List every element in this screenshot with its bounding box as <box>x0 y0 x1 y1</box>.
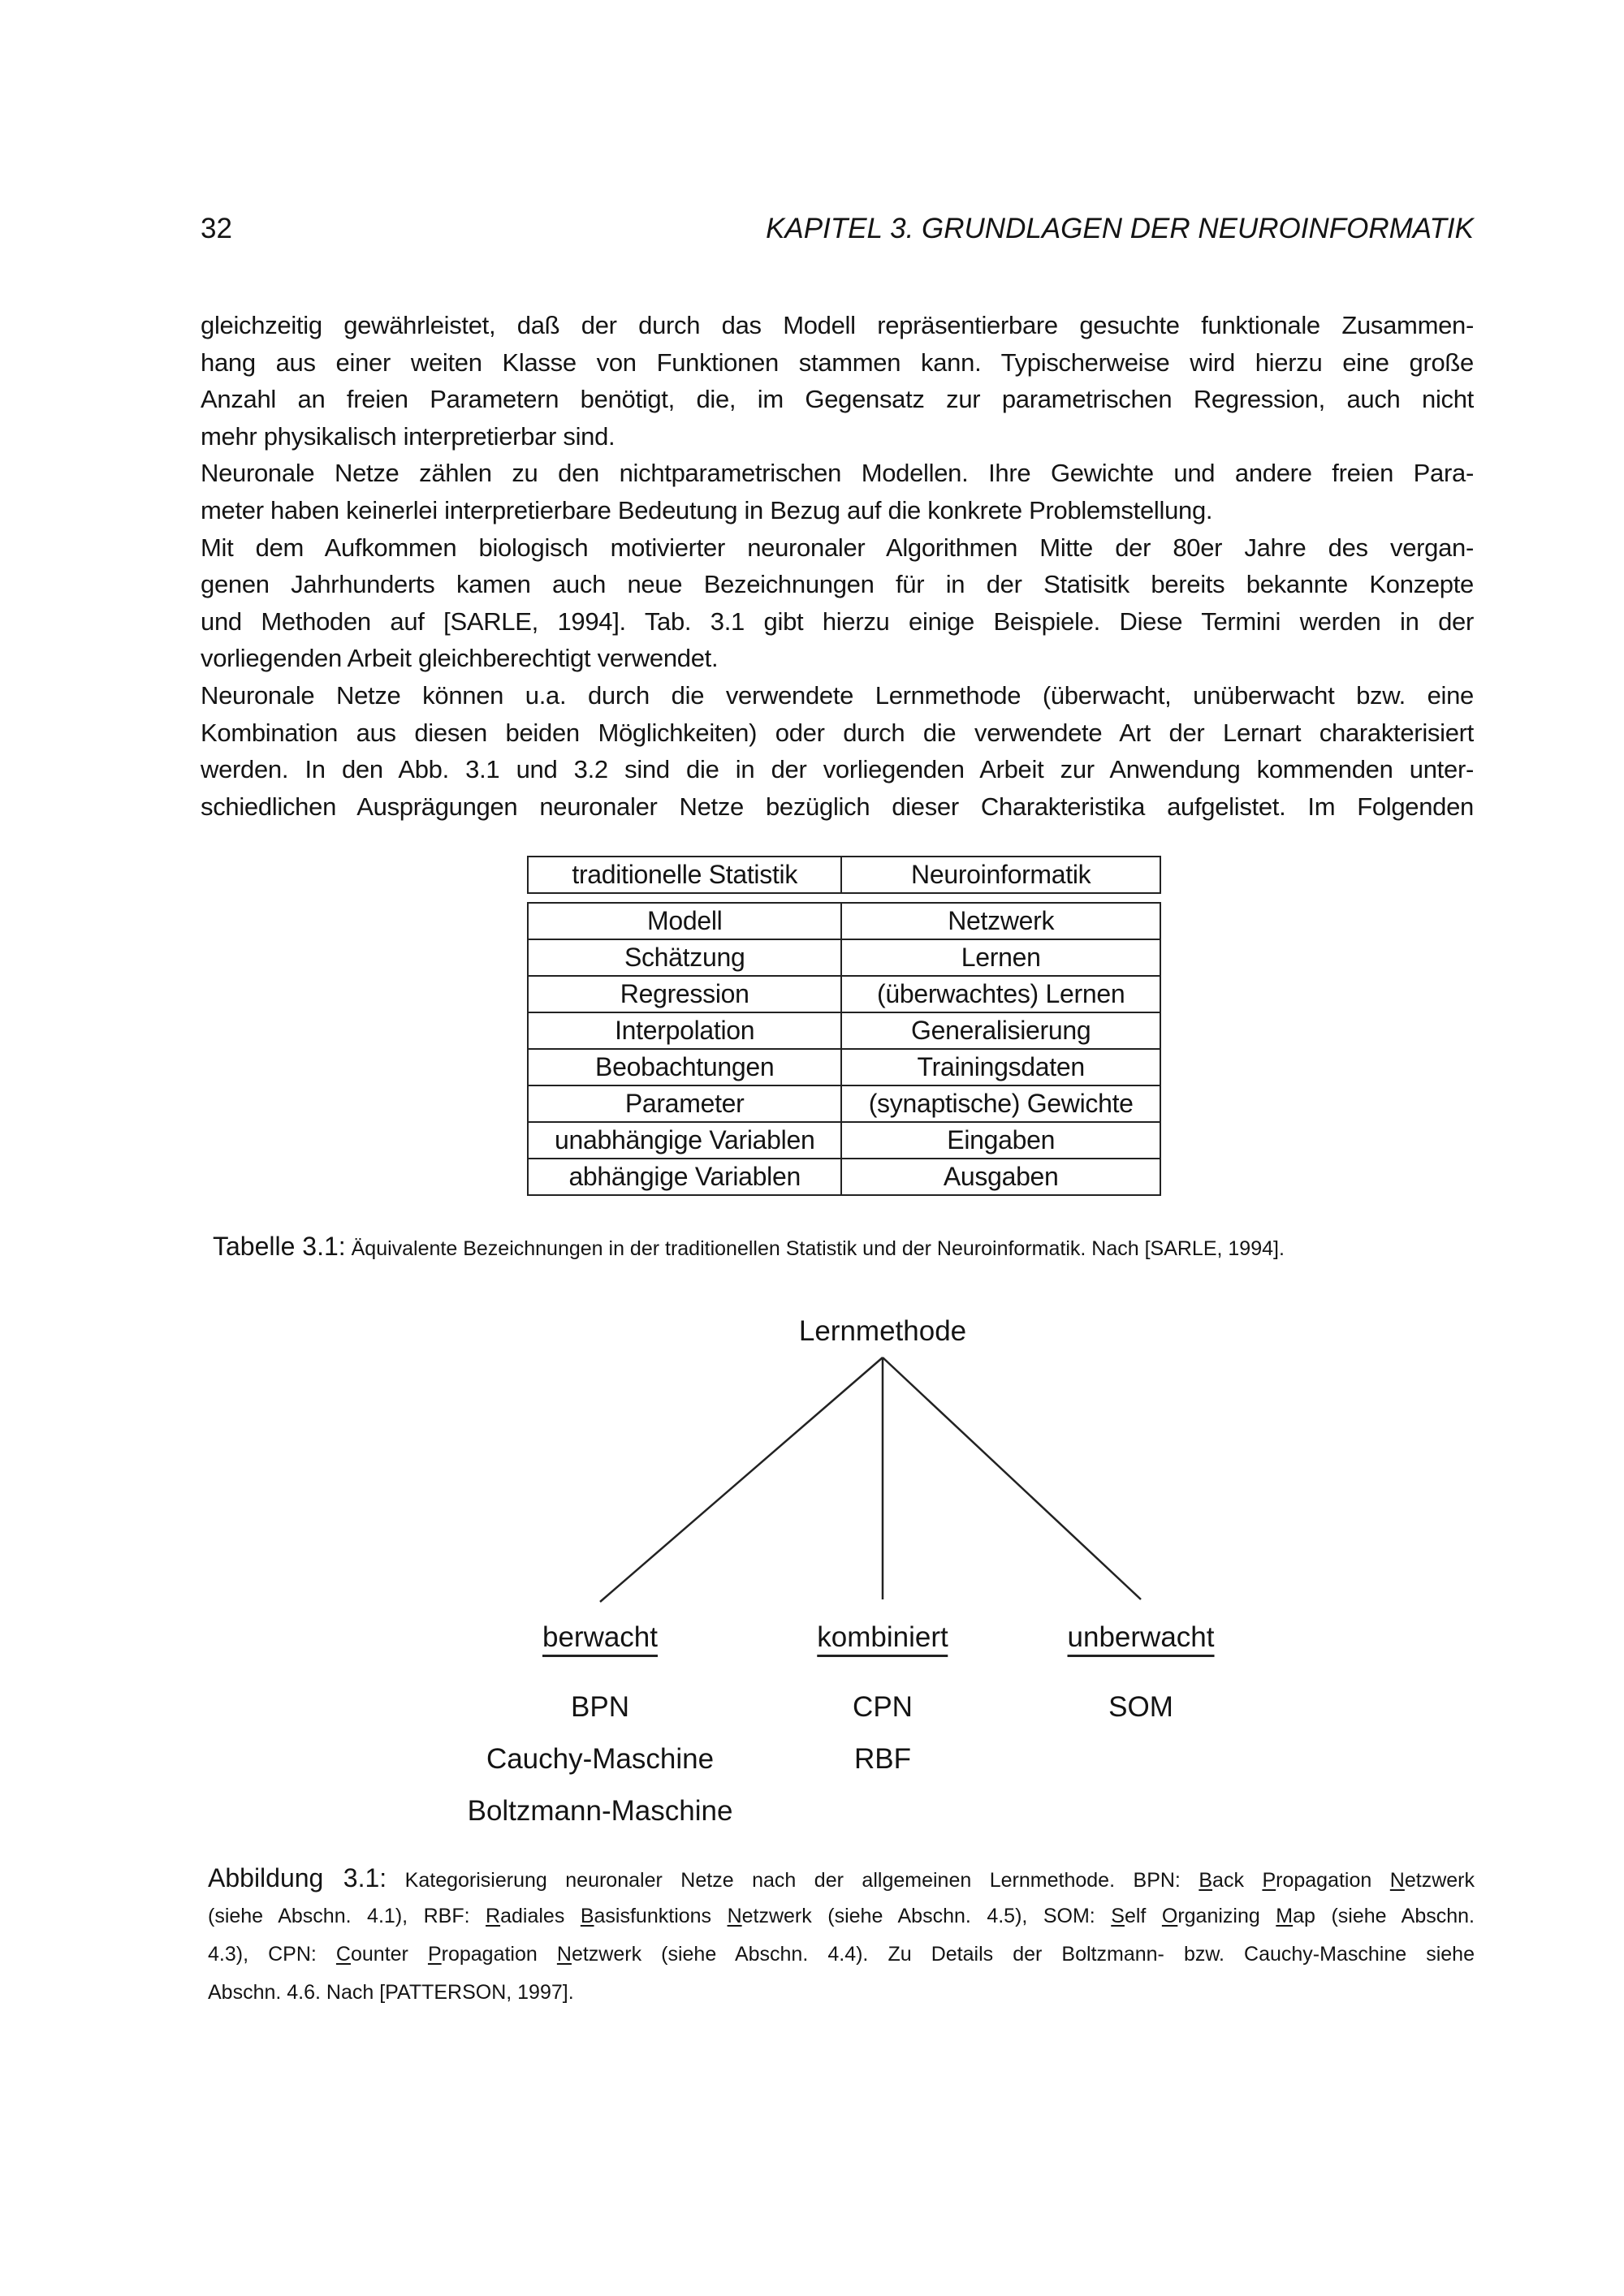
caption-text: asisfunktions <box>594 1905 728 1927</box>
caption-text: Abschn. 4.6. Nach [PATTERSON, 1997]. <box>208 1981 574 2004</box>
text-line: Anzahl an freien Parametern benötigt, die, im Gegensatz zur parametrischen Regression, auch nicht <box>201 385 1474 414</box>
table-cell: Interpolation <box>527 1013 842 1050</box>
underlined-initial: M <box>1276 1905 1294 1927</box>
table-cell: Beobachtungen <box>527 1050 842 1086</box>
caption-text: ounter <box>350 1943 428 1966</box>
table-cell: Trainingsdaten <box>842 1050 1161 1086</box>
tree-branch <box>542 1621 658 1654</box>
underlined-initial: C <box>335 1943 351 1966</box>
caption-text: 4.3), CPN: <box>208 1943 336 1966</box>
branch-label: kombiniert <box>817 1621 948 1657</box>
caption-text: etzwerk <box>1404 1869 1475 1892</box>
caption-text: ropagation <box>441 1943 557 1966</box>
caption-text: ap (siehe Abschn. <box>1293 1905 1475 1927</box>
tree-leaf: Boltzmann-Maschine <box>467 1795 733 1827</box>
branch-label: unberwacht <box>1068 1621 1215 1657</box>
underlined-initial: B <box>580 1905 594 1927</box>
caption-text: elf <box>1124 1905 1162 1927</box>
edge-right <box>883 1357 1141 1599</box>
table-cell: Modell <box>527 902 842 940</box>
table-cell: (überwachtes) Lernen <box>842 977 1161 1013</box>
underlined-initial: N <box>727 1905 742 1927</box>
caption-text: ack <box>1212 1869 1263 1892</box>
table-cell: Schätzung <box>527 940 842 977</box>
table-cell: Netzwerk <box>842 902 1161 940</box>
text-line: mehr physikalisch interpretierbar sind. <box>201 421 615 451</box>
table-cell: (synaptische) Gewichte <box>842 1086 1161 1123</box>
tree-leaf: BPN <box>571 1691 629 1723</box>
table-cell: abhängige Variablen <box>527 1159 842 1196</box>
tree-leaf: Cauchy-Maschine <box>486 1743 715 1775</box>
caption-text: Kategorisierung neuronaler Netze nach der allgemeinen Lernmethode. BPN: <box>387 1869 1199 1892</box>
caption-text: (siehe Abschn. 4.1), RBF: <box>208 1905 486 1927</box>
caption-line <box>208 1859 1475 1897</box>
table-cell: Regression <box>527 977 842 1013</box>
underlined-initial: S <box>1111 1905 1125 1927</box>
table-header-cell: Neuroinformatik <box>842 856 1161 894</box>
tree-branch <box>1068 1621 1215 1654</box>
tree-leaf: SOM <box>1108 1691 1173 1723</box>
caption-line <box>208 1936 1475 1974</box>
underlined-initial: O <box>1161 1905 1178 1927</box>
tree-branch <box>817 1621 948 1654</box>
text-line: und Methoden auf [SARLE, 1994]. Tab. 3.1 gibt hierzu einige Beispiele. Diese Termini werden in der <box>201 606 1474 636</box>
underlined-initial: B <box>1199 1869 1213 1892</box>
table-header-cell: traditionelle Statistik <box>527 856 842 894</box>
caption-text: ropagation <box>1276 1869 1390 1892</box>
table-cell: unabhängige Variablen <box>527 1123 842 1159</box>
caption-line <box>208 1974 1475 2012</box>
text-line: Mit dem Aufkommen biologisch motivierter neuronaler Algorithmen Mitte der 80er Jahre des vergan- <box>201 533 1474 562</box>
underlined-initial: R <box>486 1905 501 1927</box>
branch-label: berwacht <box>542 1621 658 1657</box>
table-caption-label: Tabelle 3.1: <box>213 1232 346 1261</box>
underlined-initial: N <box>1389 1869 1405 1892</box>
edge-left <box>600 1357 883 1602</box>
tree-leaf: RBF <box>854 1743 911 1775</box>
caption-text: etzwerk (siehe Abschn. 4.5), SOM: <box>741 1905 1112 1927</box>
table-cell: Ausgaben <box>842 1159 1161 1196</box>
underlined-initial: N <box>556 1943 572 1966</box>
text-line: meter haben keinerlei interpretierbare Bedeutung in Bezug auf die konkrete Problemstellung. <box>201 495 1213 524</box>
caption-line <box>208 1897 1475 1936</box>
figure-caption-label: Abbildung 3.1: <box>208 1863 387 1892</box>
text-line: gleichzeitig gewährleistet, daß der durch das Modell repräsentierbare gesuchte funktionale Zusammen- <box>201 311 1474 339</box>
caption-text: rganizing <box>1177 1905 1276 1927</box>
table-cell: Lernen <box>842 940 1161 977</box>
text-line: hang aus einer weiten Klasse von Funktionen stammen kann. Typischerweise wird hierzu eine große <box>201 347 1474 377</box>
page-number: 32 <box>201 213 232 244</box>
tree-root: Lernmethode <box>798 1315 967 1347</box>
underlined-initial: P <box>427 1943 442 1966</box>
table-cell: Parameter <box>527 1086 842 1123</box>
caption-text: etzwerk (siehe Abschn. 4.4). Zu Details der Boltzmann- bzw. Cauchy-Maschine siehe <box>571 1943 1475 1966</box>
caption-text: adiales <box>500 1905 581 1927</box>
table-caption-text: Äquivalente Bezeichnungen in der traditionellen Statistik und der Neuroinformatik. Nach [SARLE, 1994]. <box>345 1237 1285 1260</box>
text-line: Neuronale Netze können u.a. durch die verwendete Lernmethode (überwacht, unüberwacht bzw. eine <box>201 680 1474 710</box>
chapter-header: KAPITEL 3. GRUNDLAGEN DER NEUROINFORMATIK <box>766 213 1474 244</box>
text-line: Neuronale Netze zählen zu den nichtparametrischen Modellen. Ihre Gewichte und andere freien Para- <box>201 459 1474 488</box>
underlined-initial: P <box>1262 1869 1276 1892</box>
table-cell: Eingaben <box>842 1123 1161 1159</box>
text-line: werden. In den Abb. 3.1 und 3.2 sind die in der vorliegenden Arbeit zur Anwendung kommenden unter- <box>201 755 1474 784</box>
text-line: vorliegenden Arbeit gleichberechtigt verwendet. <box>201 644 719 673</box>
text-line: genen Jahrhunderts kamen auch neue Bezeichnungen für in der Statisitk bereits bekannte Konzepte <box>201 570 1474 599</box>
tree-leaf: CPN <box>853 1691 913 1723</box>
text-line: Kombination aus diesen beiden Möglichkeiten) oder durch die verwendete Art der Lernart charakterisiert <box>201 718 1474 747</box>
text-line: schiedlichen Ausprägungen neuronaler Netze bezüglich dieser Charakteristika aufgelistet. Im Folgenden <box>201 792 1474 821</box>
figure-caption <box>208 1859 1475 2012</box>
table-cell: Generalisierung <box>842 1013 1161 1050</box>
